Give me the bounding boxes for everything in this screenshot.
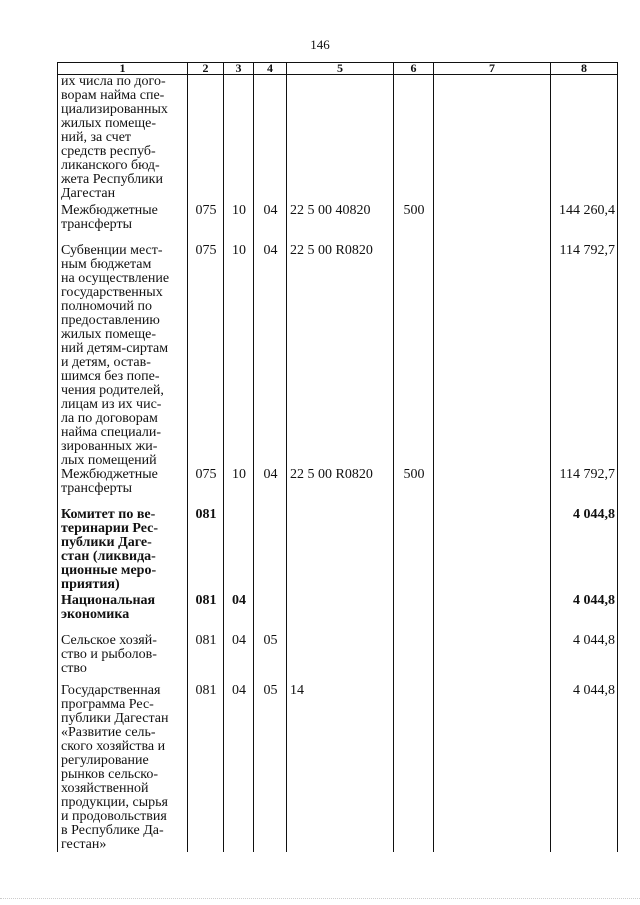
budget-table <box>57 62 618 852</box>
cell-target-article: 22 5 00 R0820 <box>287 468 394 508</box>
page-number: 146 <box>310 37 330 52</box>
cell-expense-type: 500 <box>394 204 434 244</box>
header-row <box>58 63 618 75</box>
cell-amount: 4 044,8 <box>551 634 618 684</box>
row-label: Комитет по ве- теринарии Рес- публики Даге- стан (ликвида- ционные меро- приятия) <box>58 508 188 594</box>
cell-ministry-code: 081 <box>188 684 224 852</box>
row-label: их числа по дого- ворам найма спе- циализированных жилых помеще- ний, за счет средств респуб- ликанского бюд- жета Республики Дагестан <box>58 75 188 205</box>
cell-target-article <box>287 75 394 205</box>
cell-col7 <box>434 594 551 634</box>
page-edge-divider <box>0 898 640 899</box>
cell-subsection: 05 <box>254 634 287 684</box>
cell-amount: 114 792,7 <box>551 468 618 508</box>
cell-ministry-code: 081 <box>188 594 224 634</box>
cell-ministry-code: 075 <box>188 204 224 244</box>
cell-col7 <box>434 204 551 244</box>
cell-target-article <box>287 634 394 684</box>
table-row <box>58 684 618 852</box>
cell-subsection: 04 <box>254 244 287 468</box>
column-header: 7 <box>434 63 551 75</box>
cell-amount <box>551 75 618 205</box>
cell-ministry-code: 075 <box>188 244 224 468</box>
column-header: 5 <box>287 63 394 75</box>
column-header: 6 <box>394 63 434 75</box>
table-row <box>58 634 618 684</box>
cell-ministry-code <box>188 75 224 205</box>
cell-section: 10 <box>224 204 254 244</box>
row-label: Межбюджетные трансферты <box>58 204 188 244</box>
cell-col7 <box>434 508 551 594</box>
cell-target-article: 14 <box>287 684 394 852</box>
table-body <box>58 75 618 853</box>
cell-ministry-code: 081 <box>188 634 224 684</box>
cell-subsection <box>254 75 287 205</box>
cell-section: 10 <box>224 468 254 508</box>
cell-section <box>224 508 254 594</box>
cell-target-article: 22 5 00 R0820 <box>287 244 394 468</box>
cell-ministry-code: 081 <box>188 508 224 594</box>
cell-target-article <box>287 508 394 594</box>
cell-target-article <box>287 594 394 634</box>
cell-subsection: 04 <box>254 204 287 244</box>
cell-target-article: 22 5 00 40820 <box>287 204 394 244</box>
cell-section: 04 <box>224 634 254 684</box>
cell-col7 <box>434 75 551 205</box>
cell-col7 <box>434 468 551 508</box>
cell-expense-type <box>394 684 434 852</box>
table-row <box>58 75 618 205</box>
cell-expense-type <box>394 634 434 684</box>
row-label: Межбюджетные трансферты <box>58 468 188 508</box>
cell-ministry-code: 075 <box>188 468 224 508</box>
cell-expense-type <box>394 508 434 594</box>
column-header: 2 <box>188 63 224 75</box>
row-label: Сельское хозяй- ство и рыболов- ство <box>58 634 188 684</box>
cell-subsection <box>254 508 287 594</box>
row-label: Национальная экономика <box>58 594 188 634</box>
row-label: Государственная программа Рес- публики Дагестан «Развитие сель- ского хозяйства и регулирование рынков сельско- хозяйственной продукции, сырья и продовольствия в Республике Да- гестан» <box>58 684 188 852</box>
cell-amount: 114 792,7 <box>551 244 618 468</box>
column-header: 4 <box>254 63 287 75</box>
cell-section: 04 <box>224 594 254 634</box>
cell-amount: 4 044,8 <box>551 508 618 594</box>
cell-amount: 4 044,8 <box>551 684 618 852</box>
table-row <box>58 468 618 508</box>
cell-section: 04 <box>224 684 254 852</box>
cell-subsection: 04 <box>254 468 287 508</box>
table-row <box>58 244 618 468</box>
cell-col7 <box>434 634 551 684</box>
cell-subsection <box>254 594 287 634</box>
cell-col7 <box>434 244 551 468</box>
cell-expense-type: 500 <box>394 468 434 508</box>
cell-section: 10 <box>224 244 254 468</box>
table-row <box>58 204 618 244</box>
cell-subsection: 05 <box>254 684 287 852</box>
table-row <box>58 594 618 634</box>
column-header: 1 <box>58 63 188 75</box>
cell-amount: 144 260,4 <box>551 204 618 244</box>
cell-section <box>224 75 254 205</box>
cell-expense-type <box>394 75 434 205</box>
table-row <box>58 508 618 594</box>
row-label: Субвенции мест- ным бюджетам на осуществление государственных полномочий по предоставлению жилых помеще- ний детям-сиртам и детям, остав- шимся без попе- чения родителей, лицам из их чис- ла по договорам найма специали- зированных жи- лых помещений <box>58 244 188 468</box>
cell-amount: 4 044,8 <box>551 594 618 634</box>
cell-expense-type <box>394 594 434 634</box>
cell-col7 <box>434 684 551 852</box>
cell-expense-type <box>394 244 434 468</box>
column-header: 8 <box>551 63 618 75</box>
column-header: 3 <box>224 63 254 75</box>
